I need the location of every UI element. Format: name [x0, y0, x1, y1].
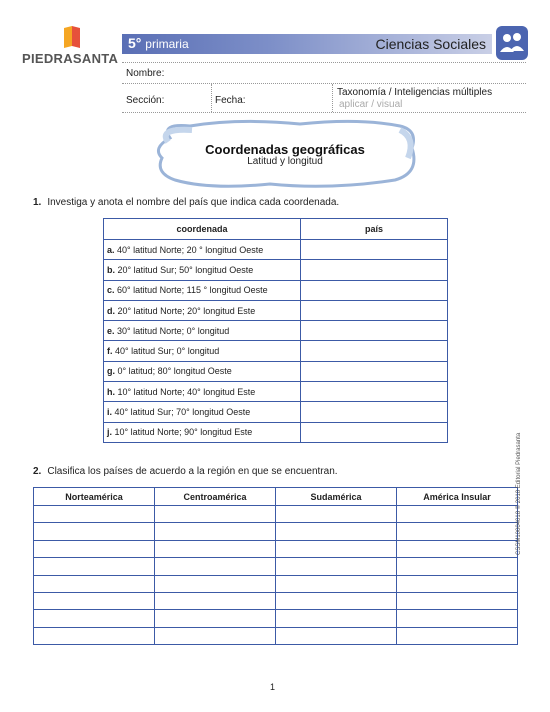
answer-cell[interactable]	[397, 575, 518, 592]
table-row	[34, 506, 518, 523]
country-answer-cell[interactable]	[301, 341, 448, 361]
table-row	[34, 540, 518, 557]
coordinate-cell	[104, 260, 301, 280]
coordinate-text: 10° latitud Norte; 40° longitud Este	[117, 386, 256, 397]
row-letter: f.	[107, 346, 113, 357]
answer-cell[interactable]	[276, 540, 397, 557]
table-row	[104, 260, 448, 280]
table-row	[104, 321, 448, 341]
table-row	[34, 558, 518, 575]
rule-name	[122, 83, 526, 84]
section-label: Sección:	[126, 95, 165, 106]
table-row	[104, 240, 448, 260]
grade-number: 5°	[128, 35, 142, 51]
question-2	[33, 466, 338, 477]
answer-cell[interactable]	[276, 506, 397, 523]
country-answer-cell[interactable]	[301, 422, 448, 442]
answer-cell[interactable]	[397, 523, 518, 540]
coordinate-text: 10° latitud Norte; 90° longitud Este	[114, 427, 253, 438]
answer-cell[interactable]	[397, 592, 518, 609]
answer-cell[interactable]	[155, 610, 276, 627]
row-letter: j.	[107, 427, 113, 438]
rule-top	[122, 62, 526, 63]
coordinate-text: 40° latitud Norte; 20 ° longitud Oeste	[117, 244, 264, 255]
answer-cell[interactable]	[34, 592, 155, 609]
answer-cell[interactable]	[34, 610, 155, 627]
answer-cell[interactable]	[397, 540, 518, 557]
answer-cell[interactable]	[276, 627, 397, 644]
coordinates-table	[103, 218, 448, 443]
coordinate-text: 20° latitud Norte; 20° longitud Este	[117, 305, 256, 316]
row-letter: a.	[107, 244, 115, 255]
coordinate-cell	[104, 280, 301, 300]
country-answer-cell[interactable]	[301, 321, 448, 341]
answer-cell[interactable]	[34, 506, 155, 523]
table-row	[34, 592, 518, 609]
answer-cell[interactable]	[276, 523, 397, 540]
coordinate-cell	[104, 361, 301, 381]
answer-cell[interactable]	[276, 592, 397, 609]
subject-title: Ciencias Sociales	[375, 36, 486, 52]
answer-cell[interactable]	[34, 523, 155, 540]
country-answer-cell[interactable]	[301, 361, 448, 381]
page-number: 1	[270, 682, 276, 692]
people-group-icon	[496, 26, 528, 60]
answer-cell[interactable]	[155, 627, 276, 644]
divider-date	[211, 84, 212, 112]
row-letter: e.	[107, 325, 115, 336]
copyright-code: CSSM10004018 © 2018 Editorial Piedrasanta	[516, 432, 522, 555]
coordinate-cell	[104, 341, 301, 361]
question-1-text: Investiga y anota el nombre del país que indica cada coordenada.	[47, 197, 340, 208]
row-letter: h.	[107, 386, 115, 397]
table-row	[104, 341, 448, 361]
regions-table	[33, 487, 518, 645]
answer-cell[interactable]	[34, 540, 155, 557]
col-header-coordinate: coordenada	[104, 219, 301, 240]
grade-word: primaria	[145, 37, 189, 51]
country-answer-cell[interactable]	[301, 260, 448, 280]
date-label: Fecha:	[215, 95, 246, 106]
table-row	[104, 280, 448, 300]
answer-cell[interactable]	[397, 610, 518, 627]
answer-cell[interactable]	[276, 610, 397, 627]
row-letter: g.	[107, 366, 115, 377]
col-header-norteamerica: Norteamérica	[34, 488, 155, 506]
coordinate-cell	[104, 402, 301, 422]
coordinate-cell	[104, 240, 301, 260]
logo-text: PIEDRASANTA	[22, 51, 119, 66]
coordinate-text: 40° latitud Sur; 0° longitud	[115, 346, 220, 357]
table-row	[34, 610, 518, 627]
question-1	[33, 197, 339, 208]
answer-cell[interactable]	[155, 506, 276, 523]
coordinate-text: 0° latitud; 80° longitud Oeste	[117, 366, 232, 377]
taxonomy-values: aplicar / visual	[339, 99, 403, 110]
answer-cell[interactable]	[276, 558, 397, 575]
piedrasanta-logo-icon	[62, 26, 82, 48]
col-header-country: país	[301, 219, 448, 240]
answer-cell[interactable]	[155, 575, 276, 592]
page-subtitle: Latitud y longitud	[247, 156, 323, 167]
answer-cell[interactable]	[155, 540, 276, 557]
question-1-number: 1.	[33, 197, 42, 208]
question-2-text: Clasifica los países de acuerdo a la región en que se encuentran.	[47, 466, 338, 477]
table-row	[34, 523, 518, 540]
name-label: Nombre:	[126, 68, 165, 79]
question-2-number: 2.	[33, 466, 42, 477]
answer-cell[interactable]	[397, 627, 518, 644]
answer-cell[interactable]	[155, 592, 276, 609]
answer-cell[interactable]	[34, 575, 155, 592]
answer-cell[interactable]	[34, 627, 155, 644]
country-answer-cell[interactable]	[301, 382, 448, 402]
answer-cell[interactable]	[397, 558, 518, 575]
country-answer-cell[interactable]	[301, 280, 448, 300]
table-row	[34, 575, 518, 592]
coordinate-cell	[104, 300, 301, 320]
col-header-centroamerica: Centroamérica	[155, 488, 276, 506]
row-letter: d.	[107, 305, 115, 316]
divider-taxonomy	[332, 84, 333, 112]
answer-cell[interactable]	[276, 575, 397, 592]
country-answer-cell[interactable]	[301, 402, 448, 422]
coordinate-cell	[104, 422, 301, 442]
col-header-america-insular: América Insular	[397, 488, 518, 506]
country-answer-cell[interactable]	[301, 240, 448, 260]
coordinate-text: 40° latitud Sur; 70° longitud Oeste	[114, 407, 251, 418]
answer-cell[interactable]	[155, 558, 276, 575]
coordinate-text: 60° latitud Norte; 115 ° longitud Oeste	[117, 285, 268, 296]
row-letter: c.	[107, 285, 115, 296]
coordinate-cell	[104, 321, 301, 341]
table-row	[34, 627, 518, 644]
table-row	[104, 402, 448, 422]
col-header-sudamerica: Sudamérica	[276, 488, 397, 506]
row-letter: b.	[107, 264, 115, 275]
taxonomy-label: Taxonomía / Inteligencias múltiples	[337, 87, 493, 98]
page-title: Coordenadas geográficas	[205, 142, 365, 157]
table-row	[104, 361, 448, 381]
grade-label	[128, 35, 189, 51]
coordinate-text: 20° latitud Sur; 50° longitud Oeste	[117, 264, 254, 275]
answer-cell[interactable]	[34, 558, 155, 575]
coordinate-text: 30° latitud Norte; 0° longitud	[117, 325, 230, 336]
country-answer-cell[interactable]	[301, 300, 448, 320]
table-row	[104, 382, 448, 402]
answer-cell[interactable]	[397, 506, 518, 523]
row-letter: i.	[107, 407, 113, 418]
rule-bottom	[122, 112, 526, 113]
answer-cell[interactable]	[155, 523, 276, 540]
table-row	[104, 300, 448, 320]
coordinate-cell	[104, 382, 301, 402]
table-row	[104, 422, 448, 442]
